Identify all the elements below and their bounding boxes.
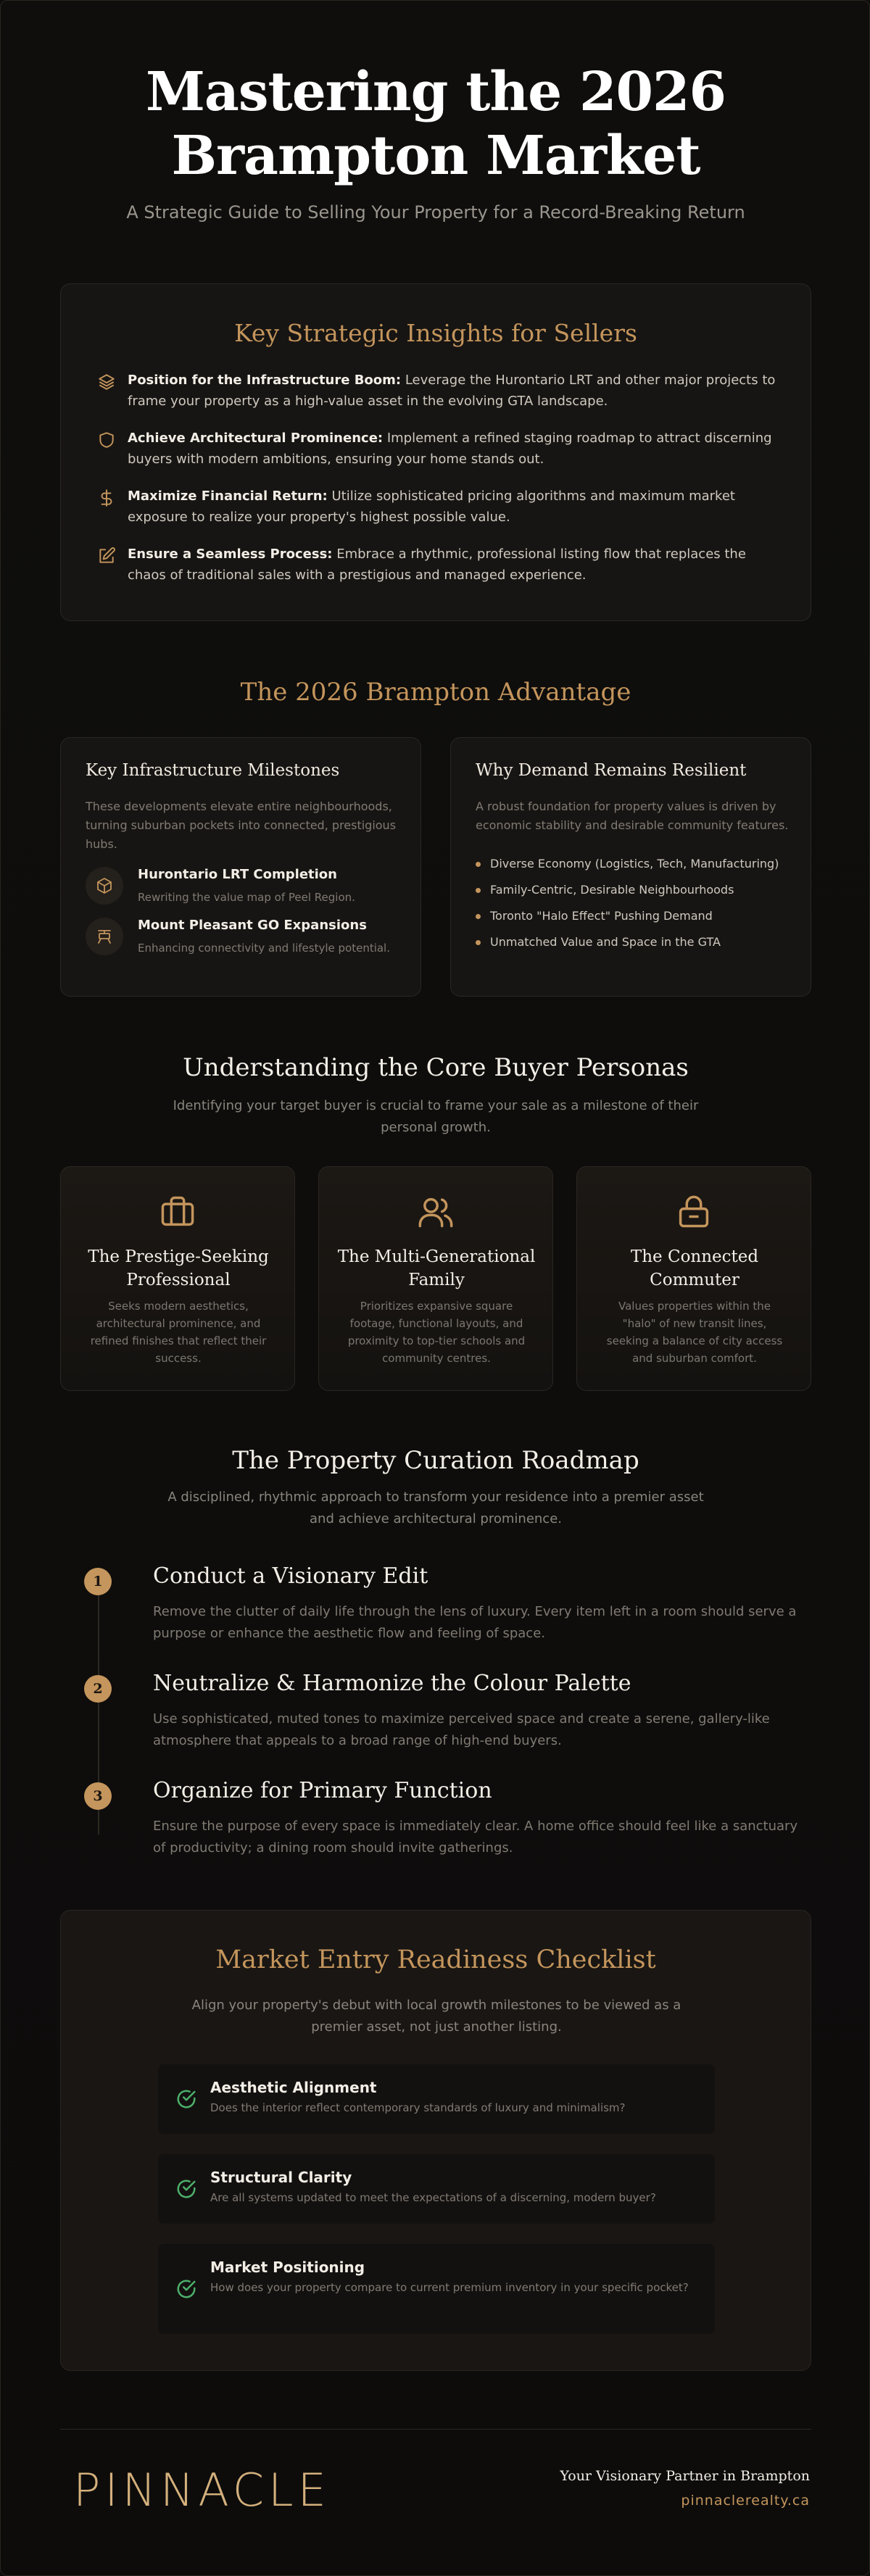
footer-website-link[interactable]: pinnaclerealty.ca (681, 2493, 810, 2509)
cube-icon (96, 877, 113, 894)
demand-title: Why Demand Remains Resilient (476, 761, 747, 780)
demand-card (450, 737, 811, 997)
checklist-item-title: Aesthetic Alignment (210, 2079, 377, 2096)
infrastructure-card (60, 737, 421, 997)
infrastructure-desc: These developments elevate entire neighbourhoods, turning suburban pockets into connected, prestigious hubs. (86, 799, 397, 851)
checklist-item-title: Market Positioning (210, 2259, 365, 2276)
page-title (1, 60, 870, 188)
checklist-subtitle: Align your property's debut with local growth milestones to be viewed as a premier asset, not just another listing. (191, 1998, 682, 2035)
insight-text: Maximize Financial Return: Utilize sophisticated pricing algorithms and maximum market exposure to realize your property's highest possible value. (128, 489, 735, 525)
milestone-desc: Enhancing connectivity and lifestyle potential. (138, 942, 390, 955)
persona-title: The Prestige-Seeking Professional (88, 1247, 269, 1289)
demand-desc: A robust foundation for property values is driven by economic stability and desirable community features. (476, 799, 789, 832)
persona-card (576, 1166, 811, 1391)
checklist-item-title: Structural Clarity (210, 2169, 352, 2186)
check-circle-icon (175, 2088, 197, 2110)
persona-desc: Values properties within the "halo" of new transit lines, seeking a balance of city access and suburban comfort. (606, 1300, 783, 1365)
step-title: Organize for Primary Function (153, 1778, 492, 1803)
step-number: 1 (84, 1568, 112, 1595)
insight-text: Achieve Architectural Prominence: Implement a refined staging roadmap to attract discerning buyers with modern ambitions, ensuring your home stands out. (128, 431, 772, 467)
roadmap-subtitle: A disciplined, rhythmic approach to transform your residence into a premier asset and achieve architectural prominence. (167, 1489, 704, 1526)
step-desc: Use sophisticated, muted tones to maximize perceived space and create a serene, gallery-like atmosphere that appeals to a broad range of high-end buyers. (153, 1711, 770, 1748)
advantage-title: The 2026 Brampton Advantage (240, 678, 631, 707)
checklist-item-desc: How does your property compare to current premium inventory in your specific pocket? (210, 2281, 689, 2294)
demand-bullet: Unmatched Value and Space in the GTA (476, 934, 795, 960)
step-number: 2 (84, 1675, 112, 1703)
footer-tagline: Your Visionary Partner in Brampton (560, 2468, 810, 2484)
shield-icon (97, 431, 116, 449)
page-subtitle: A Strategic Guide to Selling Your Property for a Record-Breaking Return (126, 202, 745, 223)
insight-item (97, 486, 779, 528)
step-title: Neutralize & Harmonize the Colour Palette (153, 1671, 631, 1696)
users-icon (417, 1193, 455, 1231)
lock-icon (675, 1193, 713, 1231)
checklist-item-desc: Are all systems updated to meet the expectations of a discerning, modern buyer? (210, 2191, 656, 2204)
train-icon (96, 928, 113, 945)
persona-desc: Seeks modern aesthetics, architectural prominence, and refined finishes that reflect their success. (90, 1300, 267, 1365)
insight-text: Ensure a Seamless Process: Embrace a rhythmic, professional listing flow that replaces the chaos of traditional sales with a prestigious and managed experience. (128, 547, 746, 583)
step-desc: Ensure the purpose of every space is immediately clear. A home office should feel like a sanctuary of productivity; a dining room should invite gatherings. (153, 1819, 798, 1856)
persona-card (60, 1166, 295, 1391)
infrastructure-title: Key Infrastructure Milestones (86, 761, 340, 780)
step-number: 3 (84, 1782, 112, 1810)
persona-title: The Connected Commuter (630, 1247, 759, 1289)
title-line-2: Brampton Market (171, 125, 700, 187)
milestone-title: Mount Pleasant GO Expansions (138, 918, 367, 933)
insight-item (97, 370, 779, 412)
personas-subtitle: Identifying your target buyer is crucial to frame your sale as a milestone of their personal growth. (173, 1098, 699, 1135)
insight-item (97, 544, 779, 586)
roadmap-title: The Property Curation Roadmap (232, 1446, 639, 1475)
demand-bullet: Toronto "Halo Effect" Pushing Demand (476, 907, 795, 934)
insight-text: Position for the Infrastructure Boom: Leverage the Hurontario LRT and other major projects to frame your property as a high-value asset in the evolving GTA landscape. (128, 373, 776, 409)
demand-list (476, 855, 795, 960)
briefcase-icon (159, 1193, 196, 1231)
demand-bullet: Diverse Economy (Logistics, Tech, Manufacturing) (476, 855, 795, 881)
check-circle-icon (175, 2178, 197, 2200)
dollar-icon (97, 489, 116, 507)
persona-card (318, 1166, 553, 1391)
insight-item (97, 428, 779, 470)
check-circle-icon (175, 2278, 197, 2300)
layers-icon (97, 373, 116, 391)
step-title: Conduct a Visionary Edit (153, 1563, 428, 1589)
persona-title: The Multi-Generational Family (337, 1247, 536, 1289)
checklist-item-desc: Does the interior reflect contemporary standards of luxury and minimalism? (210, 2101, 626, 2114)
persona-desc: Prioritizes expansive square footage, functional layouts, and proximity to top-tier schools and community centres. (347, 1300, 526, 1365)
milestone-desc: Rewriting the value map of Peel Region. (138, 891, 355, 904)
footer-divider (60, 2429, 811, 2430)
checklist-item (158, 2244, 715, 2334)
insights-title: Key Strategic Insights for Sellers (234, 319, 637, 347)
title-line-1: Mastering the 2026 (146, 61, 726, 123)
demand-bullet: Family-Centric, Desirable Neighbourhoods (476, 881, 795, 907)
edit-icon (97, 547, 116, 565)
milestone-title: Hurontario LRT Completion (138, 867, 337, 882)
insights-card (60, 283, 811, 621)
personas-title: Understanding the Core Buyer Personas (183, 1053, 689, 1082)
checklist-item (158, 2154, 715, 2224)
checklist-card (60, 1910, 811, 2371)
brand-logo: PINNACLE (73, 2464, 331, 2517)
checklist-title: Market Entry Readiness Checklist (215, 1945, 656, 1974)
checklist-item (158, 2064, 715, 2134)
step-desc: Remove the clutter of daily life through the lens of luxury. Every item left in a room should serve a purpose or enhance the aesthetic flow and feeling of space. (153, 1604, 797, 1641)
